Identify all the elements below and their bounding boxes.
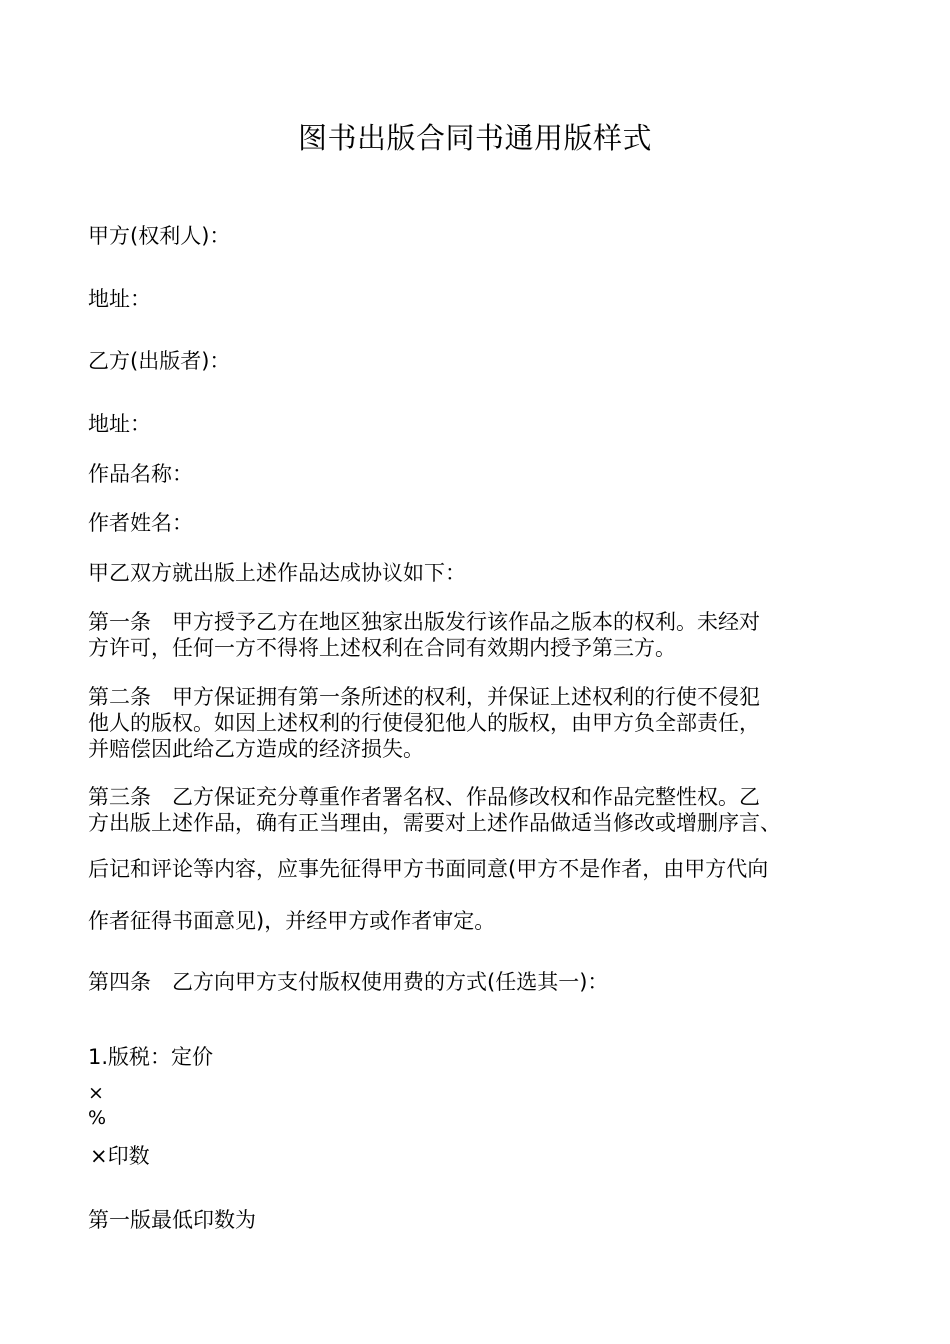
address-b-label: 地址： <box>88 412 151 436</box>
author-name-label: 作者姓名： <box>88 511 193 535</box>
party-b-label: 乙方(出版者)： <box>88 349 231 373</box>
article-4: 第四条 乙方向甲方支付版权使用费的方式(任选其一)： <box>88 970 609 994</box>
work-name-label: 作品名称： <box>88 462 193 486</box>
article-2 <box>88 684 878 762</box>
article-2-line: 并赔偿因此给乙方造成的经济损失。 <box>88 737 424 761</box>
address-a-label: 地址： <box>88 287 151 311</box>
royalty-label: 1.版税：定价 <box>88 1045 214 1069</box>
article-2-line: 他人的版权。如因上述权利的行使侵犯他人的版权，由甲方负全部责任， <box>88 711 760 735</box>
article-1-line: 第一条 甲方授予乙方在地区独家出版发行该作品之版本的权利。未经对 <box>88 610 760 634</box>
article-3-line: 作者征得书面意见)，并经甲方或作者审定。 <box>88 909 496 933</box>
document-title: 图书出版合同书通用版样式 <box>297 121 652 155</box>
article-1 <box>88 609 878 661</box>
article-2-line: 第二条 甲方保证拥有第一条所述的权利，并保证上述权利的行使不侵犯 <box>88 685 760 709</box>
party-a-label: 甲方(权利人)： <box>88 224 231 248</box>
agreement-intro: 甲乙双方就出版上述作品达成协议如下： <box>88 561 466 585</box>
multiply-sign: × <box>88 1082 104 1104</box>
times-print-count: ×印数 <box>90 1144 150 1168</box>
article-3 <box>88 784 878 934</box>
min-print-label: 第一版最低印数为 <box>88 1208 256 1232</box>
percent-sign: % <box>88 1107 107 1129</box>
article-3-line: 第三条 乙方保证充分尊重作者署名权、作品修改权和作品完整性权。乙 <box>88 785 760 809</box>
article-3-line: 后记和评论等内容，应事先征得甲方书面同意(甲方不是作者，由甲方代向 <box>88 857 769 881</box>
article-3-line: 方出版上述作品，确有正当理由，需要对上述作品做适当修改或增删序言、 <box>88 811 781 835</box>
article-1-line: 方许可，任何一方不得将上述权利在合同有效期内授予第三方。 <box>88 636 676 660</box>
